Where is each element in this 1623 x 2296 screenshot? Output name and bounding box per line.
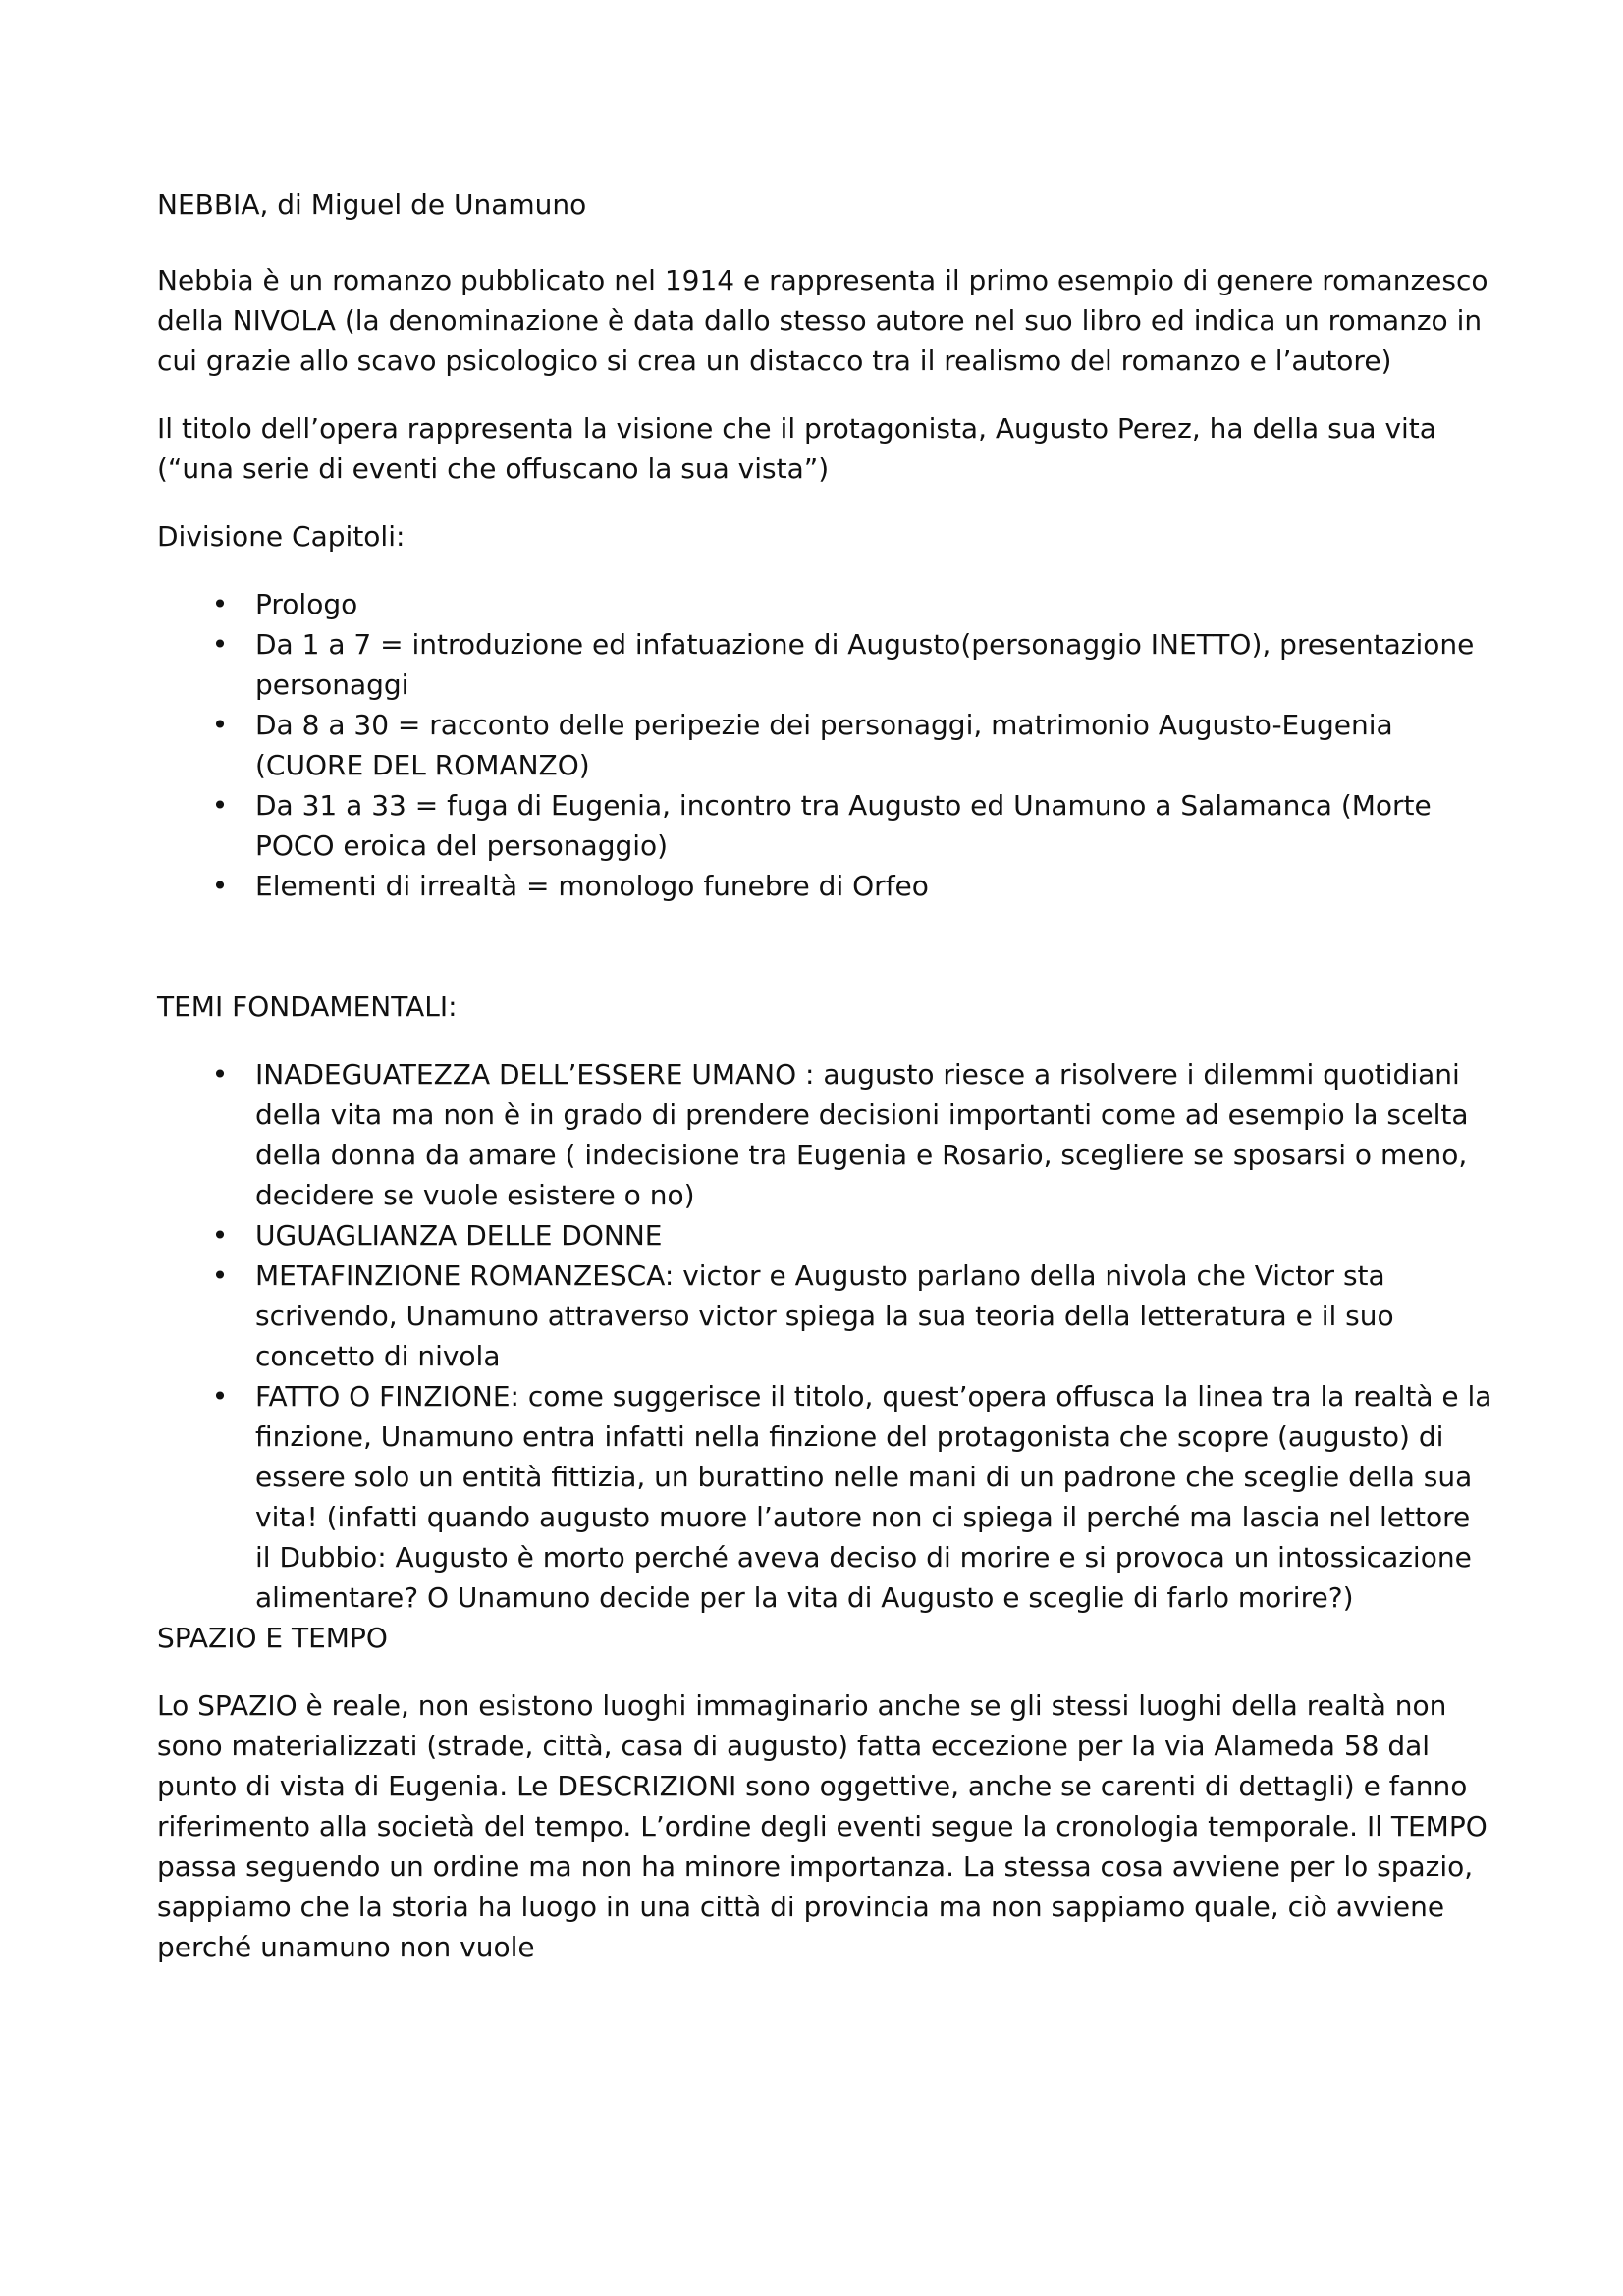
list-item-text: Da 8 a 30 = racconto delle peripezie dei personaggi, matrimonio Augusto-Eugenia (CUORE DEL ROMANZO)	[255, 709, 1393, 781]
list-item-text: Da 31 a 33 = fuga di Eugenia, incontro tra Augusto ed Unamuno a Salamanca (Morte POCO eroica del personaggio)	[255, 789, 1432, 862]
list-item-text: Da 1 a 7 = introduzione ed infatuazione di Augusto(personaggio INETTO), presentazione personaggi	[255, 628, 1475, 701]
bullet-icon: •	[211, 709, 229, 741]
bullet-icon: •	[211, 588, 229, 620]
list-item	[157, 1215, 1492, 1255]
themes-list	[157, 1054, 1492, 1618]
space-time-heading: SPAZIO E TEMPO	[157, 1622, 388, 1654]
bullet-icon: •	[211, 1219, 229, 1252]
themes-heading: TEMI FONDAMENTALI:	[157, 990, 458, 1023]
list-item	[157, 1376, 1492, 1618]
title-meaning-paragraph: Il titolo dell’opera rappresenta la visione che il protagonista, Augusto Perez, ha della sua vita (“una serie di eventi che offuscano la sua vista”)	[157, 412, 1436, 485]
bullet-icon: •	[211, 870, 229, 902]
spacer	[157, 906, 1492, 987]
bullet-icon: •	[211, 1058, 229, 1091]
bullet-icon: •	[211, 1380, 229, 1413]
intro-paragraph: Nebbia è un romanzo pubblicato nel 1914 e rappresenta il primo esempio di genere romanzesco della NIVOLA (la denominazione è data dallo stesso autore nel suo libro ed indica un romanzo in cui grazie allo scavo psicologico si crea un distacco tra il realismo del romanzo e l’autore)	[157, 264, 1488, 377]
document-title: NEBBIA, di Miguel de Unamuno	[157, 188, 587, 221]
list-item-text: Elementi di irrealtà = monologo funebre di Orfeo	[255, 870, 929, 902]
list-item	[157, 705, 1492, 785]
list-item-text: UGUAGLIANZA DELLE DONNE	[255, 1219, 663, 1252]
list-item-text: METAFINZIONE ROMANZESCA: victor e Augusto parlano della nivola che Victor sta scrivendo, Unamuno attraverso victor spiega la sua teoria della letteratura e il suo concetto di nivola	[255, 1259, 1394, 1372]
list-item	[157, 785, 1492, 866]
bullet-icon: •	[211, 628, 229, 661]
chapters-list	[157, 584, 1492, 906]
list-item-text: FATTO O FINZIONE: come suggerisce il titolo, quest’opera offusca la linea tra la realtà e la finzione, Unamuno entra infatti nella finzione del protagonista che scopre (augusto) di essere solo un entità fittizia, un burattino nelle mani di un padrone che sceglie della sua vita! (infatti quando augusto muore l’autore non ci spiega il perché ma lascia nel lettore il Dubbio: Augusto è morto perché aveva deciso di morire e si provoca un intossicazione alimentare? O Unamuno decide per la vita di Augusto e sceglie di farlo morire?)	[255, 1380, 1492, 1614]
bullet-icon: •	[211, 1259, 229, 1292]
document-page	[157, 185, 1492, 1995]
chapters-heading: Divisione Capitoli:	[157, 520, 406, 553]
list-item-text: Prologo	[255, 588, 358, 620]
list-item	[157, 1255, 1492, 1376]
list-item-text: INADEGUATEZZA DELL’ESSERE UMANO : augusto riesce a risolvere i dilemmi quotidiani della vita ma non è in grado di prendere decisioni importanti come ad esempio la scelta della donna da amare ( indecisione tra Eugenia e Rosario, scegliere se sposarsi o meno, decidere se vuole esistere o no)	[255, 1058, 1469, 1211]
space-time-paragraph: Lo SPAZIO è reale, non esistono luoghi immaginario anche se gli stessi luoghi della realtà non sono materializzati (strade, città, casa di augusto) fatta eccezione per la via Alameda 58 dal punto di vista di Eugenia. Le DESCRIZIONI sono oggettive, anche se carenti di dettagli) e fanno riferimento alla società del tempo. L’ordine degli eventi segue la cronologia temporale. Il TEMPO passa seguendo un ordine ma non ha minore importanza. La stessa cosa avviene per lo spazio, sappiamo che la storia ha luogo in una città di provincia ma non sappiamo quale, ciò avviene perché unamuno non vuole	[157, 1689, 1488, 1963]
list-item	[157, 1054, 1492, 1215]
list-item	[157, 866, 1492, 906]
list-item	[157, 584, 1492, 624]
bullet-icon: •	[211, 789, 229, 822]
list-item	[157, 624, 1492, 705]
